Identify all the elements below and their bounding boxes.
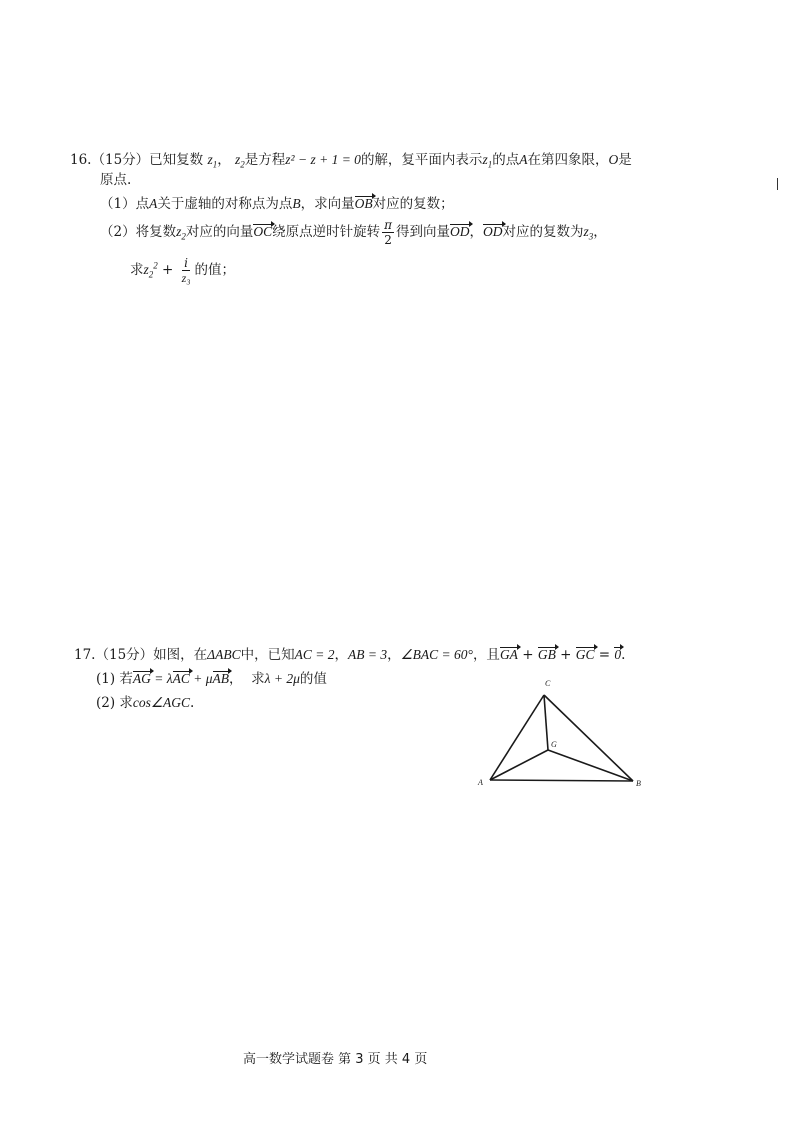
- q17-part1: (1) 若AG = λAC + μAB， 求λ + 2μ的值: [96, 671, 327, 687]
- vector-OB: OB: [354, 196, 373, 211]
- q16-line1: 16.（15分）已知复数 $z_1$， $z_2$是方程z² − z + 1 = 0的解，复平面内表示$z_1$的点A在第四象限，O是: [70, 152, 632, 170]
- equation: z² − z + 1 = 0: [285, 152, 361, 167]
- side-AB: [490, 780, 633, 781]
- q16-part2-line2: 求$z_2^2$ + $\frac{i}{\text{z₃}}$ 的值；: [130, 256, 236, 285]
- triangle-figure: [470, 670, 660, 800]
- q16-line2: 原点.: [100, 172, 132, 188]
- side-BC: [544, 695, 633, 781]
- vector-AB: AB: [212, 671, 230, 686]
- segment-BG: [548, 750, 633, 781]
- q17-part2: (2) 求cos∠AGC.: [96, 695, 195, 711]
- vector-AC: AC: [172, 671, 190, 686]
- segment-CG: [544, 695, 548, 750]
- vector-AG: AG: [132, 671, 151, 686]
- q16-part2: （2）将复数$z_2$对应的向量OC绕原点逆时针旋转 $\frac{\pi}{2}$ 得到向量OD，OD对应的复数为$z_3$，: [100, 218, 607, 247]
- side-AC: [490, 695, 544, 780]
- vector-GB: GB: [537, 647, 556, 662]
- fraction-i-over-z3: $\frac{i}{\text{z₃}}$: [181, 256, 191, 285]
- label-G: G: [551, 740, 557, 749]
- vector-OD: OD: [450, 224, 470, 239]
- var-z1: $z_1$: [207, 152, 218, 170]
- label-A: A: [478, 778, 483, 787]
- q16-part1: （1）点A关于虚轴的对称点为点B，求向量OB对应的复数；: [100, 196, 454, 212]
- zero-vector: 0: [614, 647, 622, 662]
- label-B: B: [636, 779, 641, 788]
- vector-OC: OC: [253, 224, 273, 239]
- page-footer: 高一数学试题卷 第 3 页 共 4 页: [243, 1052, 428, 1067]
- var-z2: $z_2$: [235, 152, 245, 170]
- q17-line1: 17.（15分）如图，在ΔABC中，已知AC = 2，AB = 3，∠BAC = 60°，且GA + GB + GC = 0.: [74, 647, 626, 663]
- vector-GC: GC: [575, 647, 595, 662]
- margin-mark: [777, 178, 778, 190]
- fraction-pi-over-2: $\frac{\pi}{2}$: [384, 218, 393, 247]
- vector-GA: GA: [499, 647, 518, 662]
- label-C: C: [545, 679, 551, 688]
